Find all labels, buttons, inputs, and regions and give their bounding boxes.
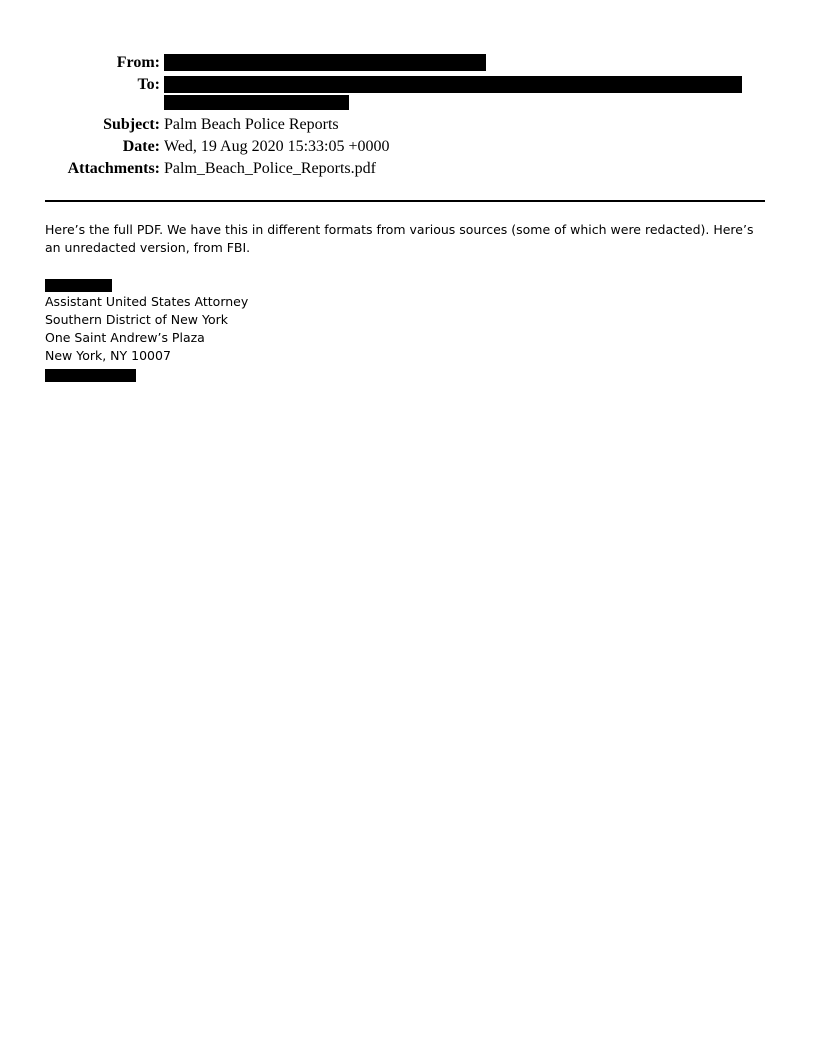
signature-address-line2: New York, NY 10007 [45,348,171,363]
subject-label: Subject: [103,116,160,133]
date-label: Date: [122,138,160,155]
date-row [0,136,816,158]
date-value: Wed, 19 Aug 2020 15:33:05 +0000 [164,138,390,155]
message-body [45,221,765,257]
signature-office: Southern District of New York [45,312,228,327]
to-redaction-line2 [164,95,349,110]
subject-value: Palm Beach Police Reports [164,116,339,133]
from-label: From: [116,54,160,71]
message-text: Here’s the full PDF. We have this in different formats from various sources (some of which were redacted). Here’s an unredacted version, from FBI. [45,222,754,255]
signature-name-redaction [45,279,112,292]
from-row [0,52,816,74]
to-row [0,74,816,114]
to-label: To: [137,76,160,93]
from-redaction [164,54,486,71]
to-redaction [164,76,742,93]
email-header [0,52,816,180]
attachments-row [0,158,816,180]
signature-block [45,293,248,365]
signature-phone-redaction [45,369,136,382]
signature-title: Assistant United States Attorney [45,294,249,309]
header-divider [45,200,765,202]
subject-row [0,114,816,136]
attachments-label: Attachments: [67,160,160,177]
signature-address-line1: One Saint Andrew’s Plaza [45,330,205,345]
attachments-value: Palm_Beach_Police_Reports.pdf [164,160,376,177]
